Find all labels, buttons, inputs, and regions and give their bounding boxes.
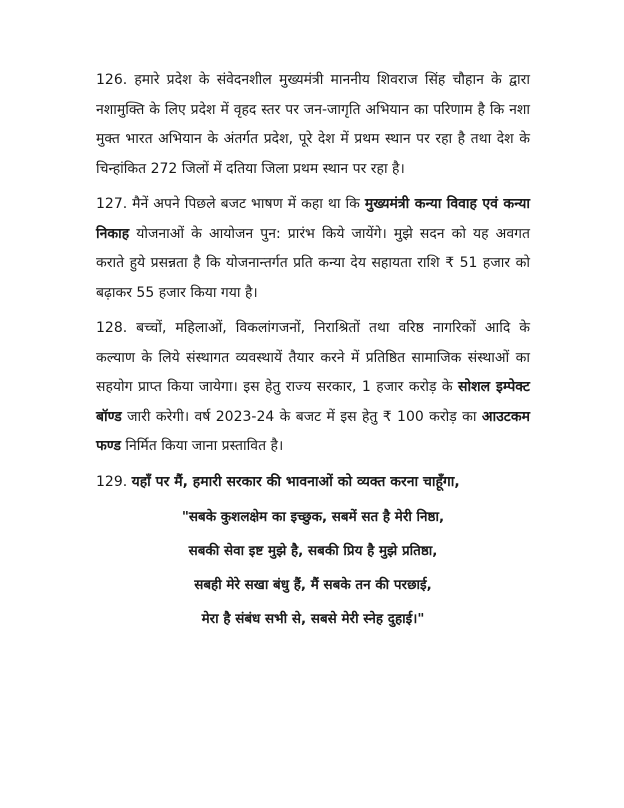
paragraph-128 [96, 314, 530, 462]
paragraph-128-bond-name: सोशल इम्पेक्ट बॉण्ड [96, 379, 530, 425]
paragraph-128-text-2: जारी करेगी। वर्ष 2023-24 के बजट में इस हेतु ₹ 100 करोड़ का [121, 408, 482, 425]
paragraph-127-text-1: 127. मैनें अपने पिछले बजट भाषण में कहा था कि [96, 196, 365, 212]
poem-line: "सबके कुशलक्षेम का इच्छुक, सबमें सत है मेरी निष्ठा, [181, 508, 445, 525]
poem-line: मेरा है संबंध सभी से, सबसे मेरी स्नेह दुहाई।" [201, 610, 425, 627]
paragraph-129 [96, 468, 530, 496]
document-page [96, 66, 530, 636]
paragraph-129-number: 129. [96, 473, 132, 490]
paragraph-126 [96, 66, 530, 184]
paragraph-128-fund-name: आउटकम फण्ड [96, 408, 530, 454]
poem-line: सबकी सेवा इष्ट मुझे है, सबकी प्रिय है मुझे प्रतिष्ठा, [188, 542, 438, 559]
paragraph-127-scheme-name: मुख्यमंत्री कन्या विवाह एवं कन्या निकाह [96, 196, 530, 242]
paragraph-128-text-3: निर्मित किया जाना प्रस्तावित है। [120, 438, 284, 454]
poem-line: सबही मेरे सखा बंधु हैं, मैं सबके तन की परछाई, [194, 576, 432, 593]
paragraph-128-text-1: 128. बच्चों, महिलाओं, विकलांगजनों, निराश्रितों तथा वरिष्ठ नागरिकों आदि के कल्याण के लिये संस्थागत व्यवस्थायें तैयार करने में प्रतिष्ठित सामाजिक संस्थाओं का सहयोग प्राप्त किया जायेगा। इस हेतु राज्य सरकार, 1 हजार करोड़ के [96, 320, 530, 395]
poem-block [96, 500, 530, 636]
paragraph-129-text: यहाँ पर मैं, हमारी सरकार की भावनाओं को व्यक्त करना चाहूँगा, [131, 473, 460, 490]
paragraph-126-text: 126. हमारे प्रदेश के संवेदनशील मुख्यमंत्री माननीय शिवराज सिंह चौहान के द्वारा नशामुक्ति के लिए प्रदेश में वृहद स्तर पर जन-जागृति अभियान का परिणाम है कि नशा मुक्त भारत अभियान के अंतर्गत प्रदेश, पूरे देश में प्रथम स्थान पर रहा है तथा देश के चिन्हांकित 272 जिलों में दतिया जिला प्रथम स्थान पर रहा है। [96, 72, 530, 177]
paragraph-127-text-2: योजनाओं के आयोजन पुन: प्रारंभ किये जायेंगे। मुझे सदन को यह अवगत कराते हुये प्रसन्नता है कि योजनान्तर्गत प्रति कन्या देय सहायता राशि ₹ 51 हजार को बढ़ाकर 55 हजार किया गया है। [96, 225, 530, 301]
paragraph-127 [96, 190, 530, 308]
